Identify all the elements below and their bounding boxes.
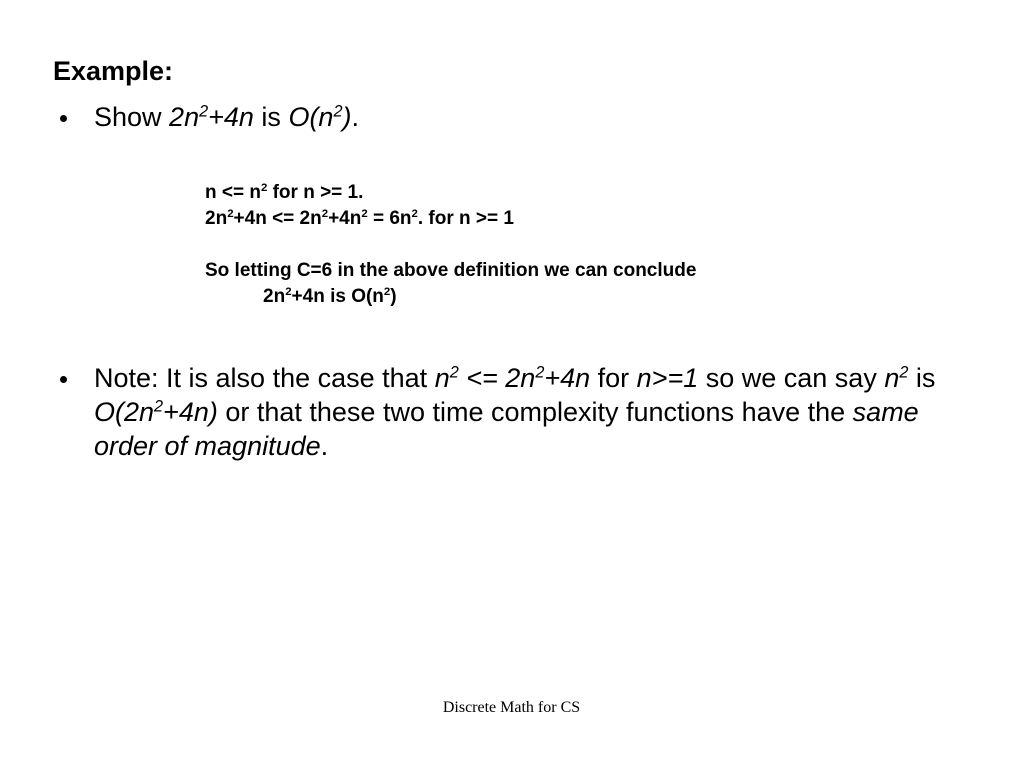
math-text: +4n) (163, 397, 218, 427)
slide-footer: Discrete Math for CS (442, 699, 581, 716)
math-expression (169, 102, 254, 132)
exponent: 2 (383, 286, 391, 299)
text: +4n is O(n (291, 286, 384, 307)
text: 2n (263, 286, 286, 307)
text: for n >= 1. (267, 182, 364, 203)
proof-line-2 (205, 206, 696, 232)
text: Note: It is also the case that (94, 363, 435, 393)
bullet-icon (60, 376, 67, 383)
text: . for n >= 1 (417, 208, 514, 229)
text: . (351, 102, 359, 132)
exponent: 2 (154, 397, 164, 416)
text: . (320, 431, 329, 461)
math-expression: n>=1 (636, 363, 699, 393)
exponent: 2 (285, 286, 292, 299)
text: is (253, 102, 289, 132)
big-o-expression (288, 102, 351, 132)
exponent: 2 (227, 208, 234, 221)
text: = 6n (367, 208, 412, 229)
text: is (908, 363, 936, 393)
proof-conclusion (205, 284, 696, 310)
text: so we can say (698, 363, 885, 393)
text: n <= n (205, 182, 261, 203)
math-text: O(2n (94, 397, 155, 427)
exponent: 2 (361, 208, 368, 221)
exponent: 2 (411, 208, 418, 221)
exponent: 2 (321, 208, 329, 221)
text: for (590, 363, 637, 393)
math-text: 2n (169, 102, 200, 132)
math-text: ) (342, 102, 352, 132)
exponent: 2 (535, 363, 545, 382)
math-text: +4n (208, 102, 254, 132)
proof-block (205, 180, 696, 310)
text: +4n (328, 208, 362, 229)
bullet-icon (60, 115, 67, 122)
slide-title: Example: (53, 56, 174, 86)
math-text: +4n (544, 363, 591, 393)
exponent: 2 (449, 363, 459, 382)
emphasis: same order of magnitude (94, 397, 919, 461)
bullet-text (94, 361, 974, 463)
text: +4n <= 2n (233, 208, 322, 229)
math-expression (435, 363, 590, 393)
bullet-text (94, 100, 974, 134)
exponent: 2 (333, 102, 343, 121)
math-text: O(n (288, 102, 334, 132)
proof-line-3: So letting C=6 in the above definition we can conclude (205, 260, 697, 281)
text: 2n (205, 208, 228, 229)
exponent: 2 (199, 102, 209, 121)
math-expression (884, 363, 908, 393)
spacer (205, 232, 696, 258)
math-text: <= 2n (458, 363, 536, 393)
math-text: n (434, 363, 450, 393)
text: or that these two time complexity functions have the (217, 397, 853, 427)
exponent: 2 (899, 363, 909, 382)
big-o-expression (94, 397, 218, 427)
text: Show (94, 102, 170, 132)
text: ) (390, 286, 397, 307)
proof-line-1 (205, 180, 696, 206)
math-text: n (884, 363, 900, 393)
exponent: 2 (260, 182, 268, 195)
